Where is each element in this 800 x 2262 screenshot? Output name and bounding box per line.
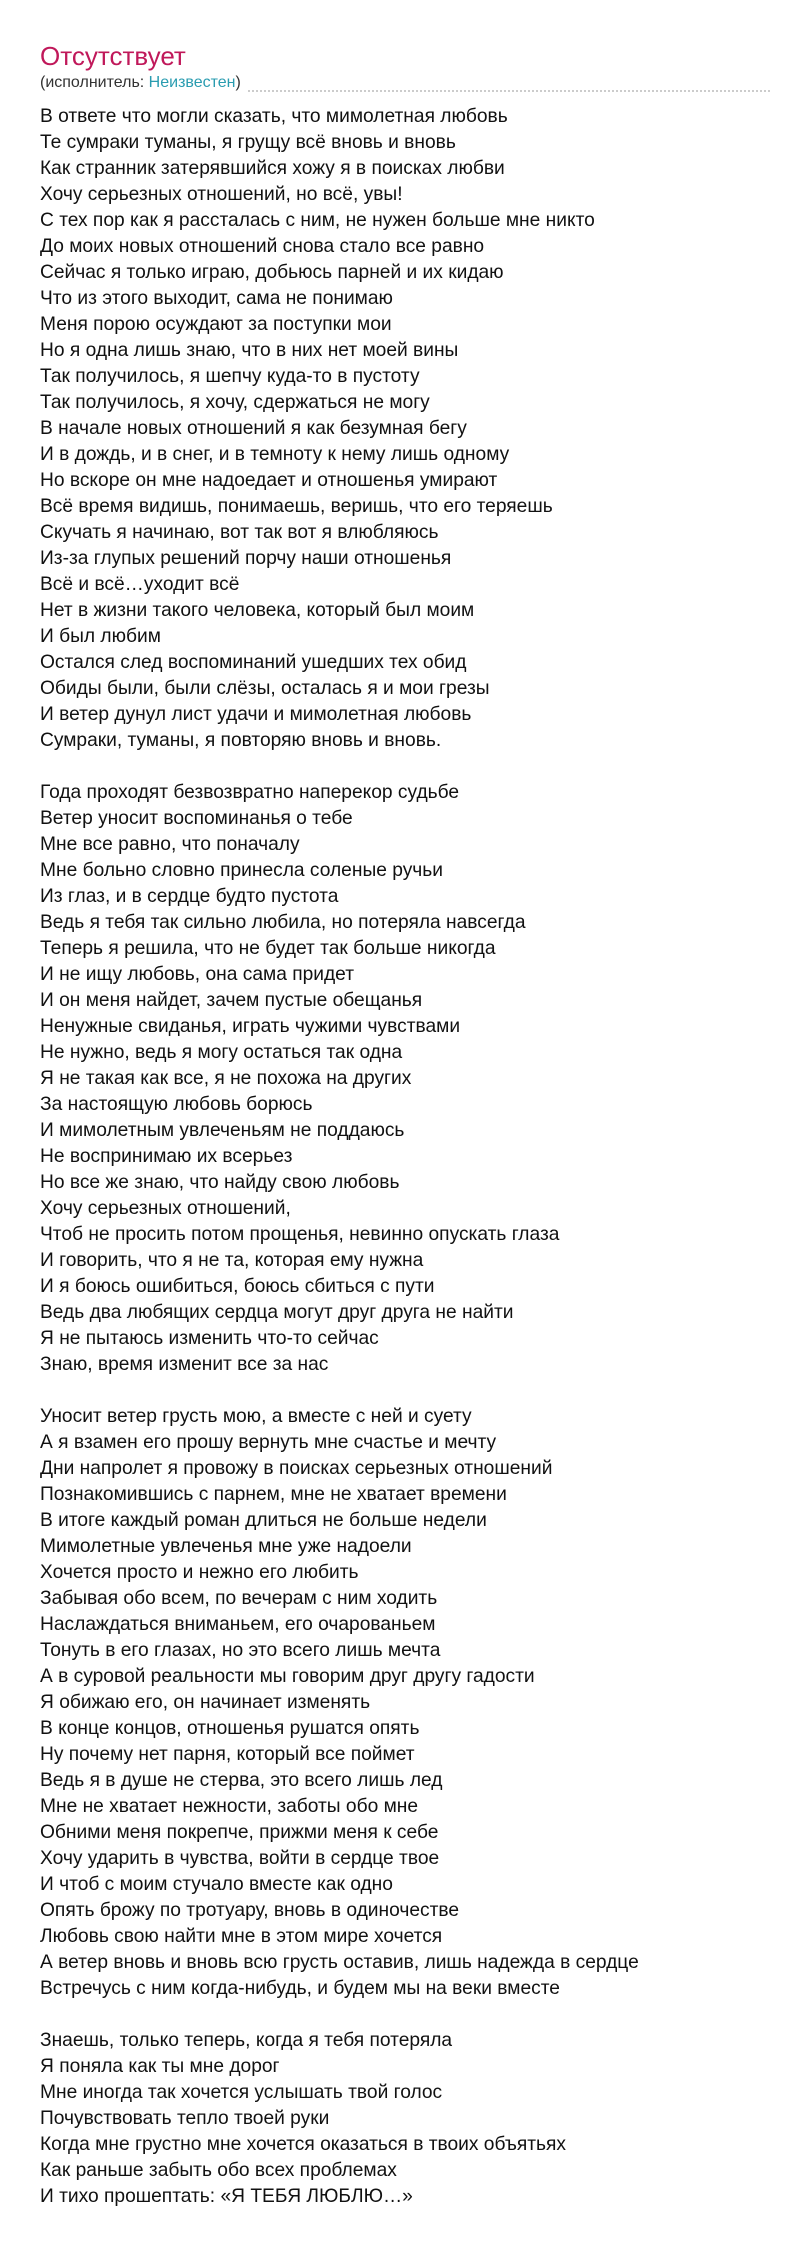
lyric-line: Любовь свою найти мне в этом мире хочется [40, 1926, 443, 1947]
lyric-line: Я обижаю его, он начинает изменять [40, 1692, 371, 1713]
lyric-line: Не воспринимаю их всерьез [40, 1146, 293, 1167]
lyric-line: Дни напролет я провожу в поисках серьезных отношений [40, 1458, 553, 1479]
lyric-line: И мимолетным увлеченьям не поддаюсь [40, 1120, 405, 1141]
lyric-line: В начале новых отношений я как безумная бегу [40, 418, 467, 439]
lyric-line: Ветер уносит воспоминанья о тебе [40, 808, 353, 829]
lyric-line: Когда мне грустно мне хочется оказаться в твоих объятьях [40, 2134, 566, 2155]
stanza [40, 104, 780, 754]
lyric-line: Как раньше забыть обо всех проблемах [40, 2160, 397, 2181]
lyric-line: Я не пытаюсь изменить что-то сейчас [40, 1328, 379, 1349]
lyric-line: Остался след воспоминаний ушедших тех обид [40, 652, 467, 673]
performer-line [40, 74, 241, 92]
lyric-line: И ветер дунул лист удачи и мимолетная любовь [40, 704, 472, 725]
lyric-line: Почувствовать тепло твоей руки [40, 2108, 330, 2129]
lyric-line: Как странник затерявшийся хожу я в поисках любви [40, 158, 505, 179]
lyric-line: Мне иногда так хочется услышать твой голос [40, 2082, 443, 2103]
lyric-line: Ну почему нет парня, который все поймет [40, 1744, 415, 1765]
lyric-line: Меня порою осуждают за поступки мои [40, 314, 392, 335]
stanza [40, 1404, 780, 2002]
lyric-line: С тех пор как я рассталась с ним, не нужен больше мне никто [40, 210, 595, 231]
lyric-line: За настоящую любовь борюсь [40, 1094, 313, 1115]
lyric-line: И был любим [40, 626, 161, 647]
lyric-line: Хочу серьезных отношений, но всё, увы! [40, 184, 403, 205]
lyric-line: Встречусь с ним когда-нибудь, и будем мы на веки вместе [40, 1978, 560, 1999]
lyric-line: А я взамен его прошу вернуть мне счастье и мечту [40, 1432, 497, 1453]
lyric-line: В конце концов, отношенья рушатся опять [40, 1718, 420, 1739]
lyric-line: Не нужно, ведь я могу остаться так одна [40, 1042, 403, 1063]
song-title: Отсутствует [40, 41, 186, 71]
lyric-line: Сумраки, туманы, я повторяю вновь и вновь. [40, 730, 442, 751]
lyric-line: И я боюсь ошибиться, боюсь сбиться с пути [40, 1276, 435, 1297]
lyric-line: Ведь два любящих сердца могут друг друга не найти [40, 1302, 514, 1323]
lyric-line: Хочется просто и нежно его любить [40, 1562, 359, 1583]
lyrics-text [40, 104, 780, 2236]
lyric-line: Мне все равно, что поначалу [40, 834, 300, 855]
lyric-line: Нет в жизни такого человека, который был моим [40, 600, 475, 621]
lyric-line: А ветер вновь и вновь всю грусть оставив, лишь надежда в сердце [40, 1952, 639, 1973]
lyric-line: Сейчас я только играю, добьюсь парней и их кидаю [40, 262, 504, 283]
lyric-line: Я не такая как все, я не похожа на других [40, 1068, 412, 1089]
lyric-line: Обиды были, были слёзы, осталась я и мои грезы [40, 678, 490, 699]
lyric-line: Ненужные свиданья, играть чужими чувствами [40, 1016, 461, 1037]
lyric-line: А в суровой реальности мы говорим друг другу гадости [40, 1666, 535, 1687]
stanza [40, 2028, 780, 2210]
lyric-line: Ведь я тебя так сильно любила, но потеряла навсегда [40, 912, 526, 933]
lyric-line: В ответе что могли сказать, что мимолетная любовь [40, 106, 508, 127]
lyric-line: Всё время видишь, понимаешь, веришь, что его теряешь [40, 496, 553, 517]
lyric-line: Обними меня покрепче, прижми меня к себе [40, 1822, 439, 1843]
lyric-line: Чтоб не просить потом прощенья, невинно опускать глаза [40, 1224, 560, 1245]
lyric-line: И чтоб с моим стучало вместе как одно [40, 1874, 393, 1895]
lyric-line: Наслаждаться вниманьем, его очарованьем [40, 1614, 436, 1635]
lyric-line: Теперь я решила, что не будет так больше никогда [40, 938, 496, 959]
lyric-line: Те сумраки туманы, я грущу всё вновь и вновь [40, 132, 456, 153]
title-divider [248, 90, 770, 92]
lyric-line: Знаю, время изменит все за нас [40, 1354, 329, 1375]
lyric-line: Забывая обо всем, по вечерам с ним ходить [40, 1588, 438, 1609]
lyric-line: Что из этого выходит, сама не понимаю [40, 288, 393, 309]
lyric-line: Опять брожу по тротуару, вновь в одиночестве [40, 1900, 460, 1921]
lyric-line: Знаешь, только теперь, когда я тебя потеряла [40, 2030, 453, 2051]
lyric-line: В итоге каждый роман длиться не больше недели [40, 1510, 487, 1531]
lyric-line: Уносит ветер грусть мою, а вместе с ней и суету [40, 1406, 472, 1427]
lyric-line: Года проходят безвозвратно наперекор судьбе [40, 782, 460, 803]
lyric-line: Скучать я начинаю, вот так вот я влюбляюсь [40, 522, 439, 543]
lyric-line: И говорить, что я не та, которая ему нужна [40, 1250, 424, 1271]
lyric-line: И в дождь, и в снег, и в темноту к нему лишь одному [40, 444, 510, 465]
lyric-line: Так получилось, я шепчу куда-то в пустоту [40, 366, 420, 387]
performer-suffix: ) [235, 74, 241, 91]
lyric-line: Из-за глупых решений порчу наши отношенья [40, 548, 452, 569]
lyric-line: До моих новых отношений снова стало все равно [40, 236, 485, 257]
lyric-line: Но я одна лишь знаю, что в них нет моей вины [40, 340, 459, 361]
lyric-line: Тонуть в его глазах, но это всего лишь мечта [40, 1640, 441, 1661]
lyric-line: Хочу ударить в чувства, войти в сердце твое [40, 1848, 440, 1869]
lyric-line: Но все же знаю, что найду свою любовь [40, 1172, 400, 1193]
lyric-line: И он меня найдет, зачем пустые обещанья [40, 990, 423, 1011]
lyric-line: Всё и всё…уходит всё [40, 574, 240, 595]
lyric-line: Из глаз, и в сердце будто пустота [40, 886, 339, 907]
lyric-line: Познакомившись с парнем, мне не хватает времени [40, 1484, 507, 1505]
lyric-line: Я поняла как ты мне дорог [40, 2056, 280, 2077]
lyric-line: И тихо прошептать: «Я ТЕБЯ ЛЮБЛЮ…» [40, 2186, 413, 2207]
performer-link[interactable]: Неизвестен [148, 74, 236, 91]
lyric-line: Мне не хватает нежности, заботы обо мне [40, 1796, 419, 1817]
performer-prefix: (исполнитель: [40, 74, 149, 91]
stanza [40, 780, 780, 1378]
lyric-line: Так получилось, я хочу, сдержаться не могу [40, 392, 430, 413]
lyric-line: И не ищу любовь, она сама придет [40, 964, 354, 985]
lyric-line: Ведь я в душе не стерва, это всего лишь лед [40, 1770, 443, 1791]
lyric-line: Мне больно словно принесла соленые ручьи [40, 860, 443, 881]
lyric-line: Хочу серьезных отношений, [40, 1198, 291, 1219]
lyric-line: Но вскоре он мне надоедает и отношенья умирают [40, 470, 498, 491]
lyric-line: Мимолетные увлеченья мне уже надоели [40, 1536, 412, 1557]
